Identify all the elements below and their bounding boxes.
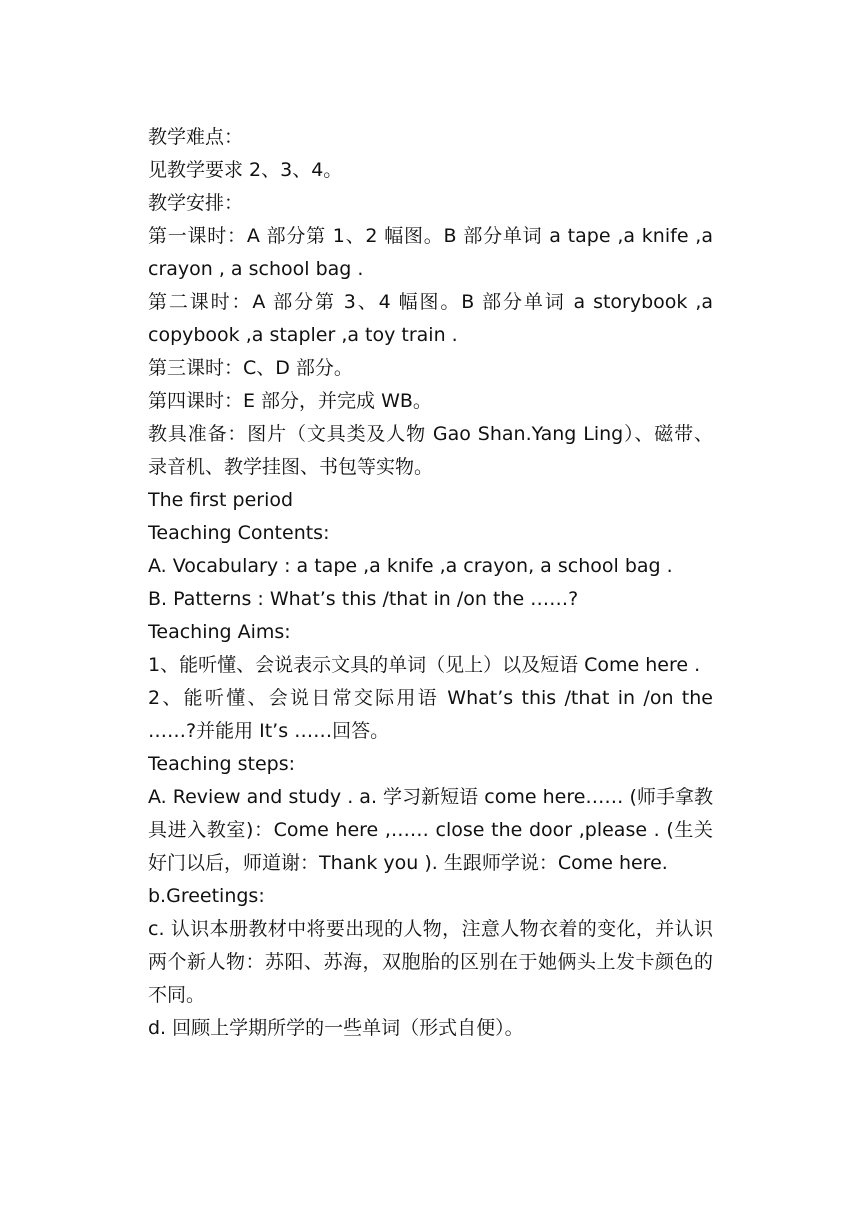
difficulties-text: 见教学要求 2、3、4。 xyxy=(148,159,343,181)
aim-2: 2、能听懂、会说日常交际用语 What’s this /that in /on the ……?并能用 It’s ……回答。 xyxy=(148,687,713,742)
lesson-2-plan: 第二课时：A 部分第 3、4 幅图。B 部分单词 a storybook ,a copybook ,a stapler ,a toy train . xyxy=(148,291,713,346)
lesson-4-plan: 第四课时：E 部分，并完成 WB。 xyxy=(148,390,432,412)
contents-patterns: B. Patterns : What’s this /that in /on the ……? xyxy=(148,588,579,610)
document-body xyxy=(148,121,713,1045)
contents-vocabulary: A. Vocabulary : a tape ,a knife ,a crayon, a school bag . xyxy=(148,555,673,577)
step-characters: c. 认识本册教材中将要出现的人物，注意人物衣着的变化，并认识两个新人物：苏阳、苏海，双胞胎的区别在于她俩头上发卡颜色的不同。 xyxy=(148,918,713,1006)
teaching-aids: 教具准备：图片（文具类及人物 Gao Shan.Yang Ling）、磁带、录音机、教学挂图、书包等实物。 xyxy=(148,423,713,478)
heading-teaching-contents: Teaching Contents: xyxy=(148,522,330,544)
heading-teaching-arrangement: 教学安排： xyxy=(148,192,244,214)
step-greetings: b.Greetings: xyxy=(148,885,265,907)
heading-teaching-difficulties: 教学难点： xyxy=(148,126,244,148)
period-title: The first period xyxy=(148,489,294,511)
aim-1: 1、能听懂、会说表示文具的单词（见上）以及短语 Come here . xyxy=(148,654,701,676)
lesson-1-plan: 第一课时：A 部分第 1、2 幅图。B 部分单词 a tape ,a knife ,a crayon , a school bag . xyxy=(148,225,713,280)
lesson-3-plan: 第三课时：C、D 部分。 xyxy=(148,357,353,379)
step-review-study: A. Review and study . a. 学习新短语 come here…… (师手拿教具进入教室)：Come here ,…… close the door ,please . (生关好门以后，师道谢：Thank you ). 生跟师学说：Come here. xyxy=(148,786,713,874)
heading-teaching-steps: Teaching steps: xyxy=(148,753,296,775)
step-review-words: d. 回顾上学期所学的一些单词（形式自便）。 xyxy=(148,1017,524,1039)
heading-teaching-aims: Teaching Aims: xyxy=(148,621,291,643)
